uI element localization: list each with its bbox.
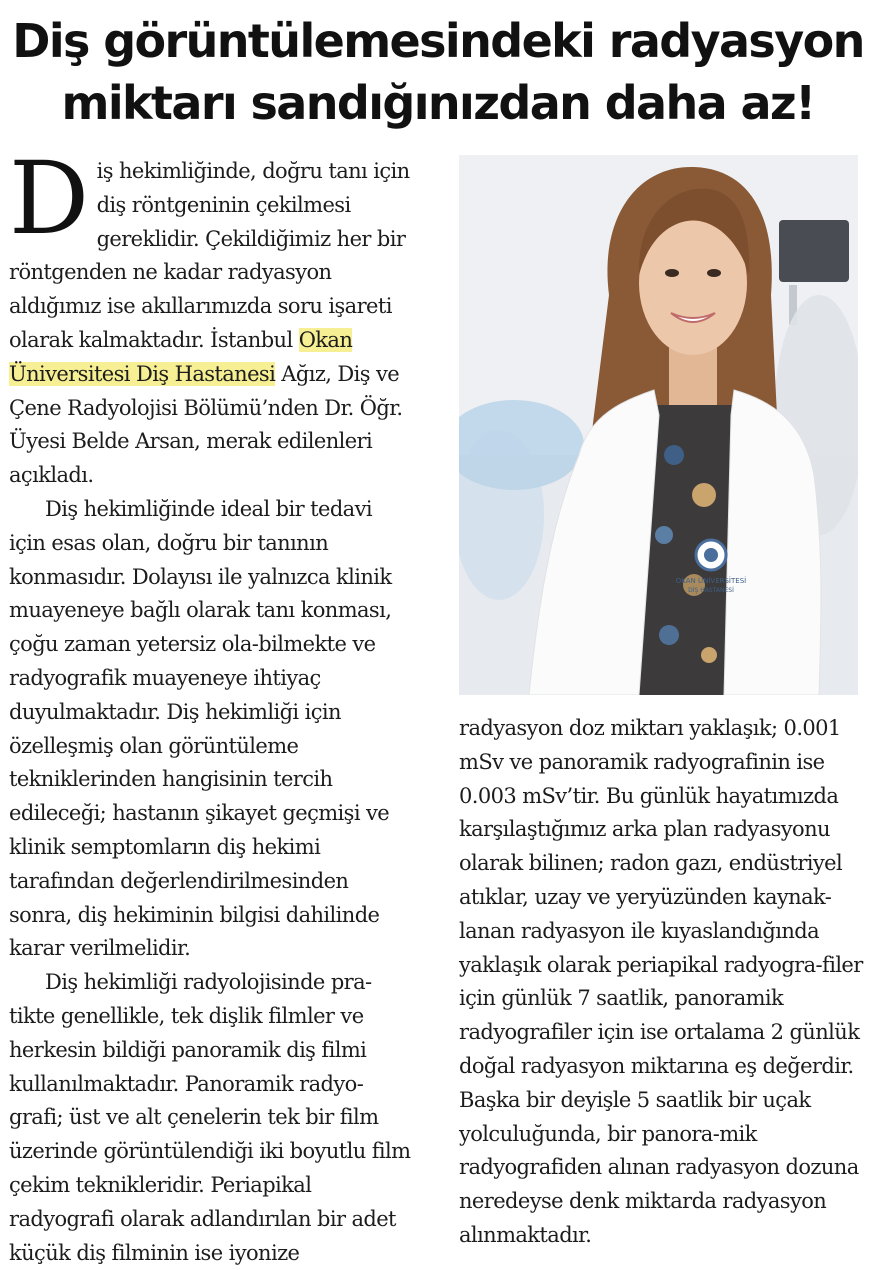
paragraph-1-end: Ağız, Diş ve Çene Radyolojisi Bölümü’nden Dr. Öğr. Üyesi Belde Arsan, merak edilenleri açıkladı. <box>9 361 403 488</box>
monitor-shape <box>779 220 849 282</box>
headline <box>0 10 876 134</box>
coat-logo-text-1: OKAN ÜNİVERSİTESİ <box>675 577 747 585</box>
paragraph-4: radyasyon doz miktarı yaklaşık; 0.001 mSv ve panoramik radyografinin ise 0.003 mSv’tir. Bu günlük hayatımızda karşılaştığımız arka plan radyasyonu olarak bilinen; radon gazı, endüstriyel atıklar, uzay ve yeryüzünden kaynak-lanan radyasyon ile kıyaslandığında yaklaşık olarak periapikal radyogra-filer için günlük 7 saatlik, panoramik radyografiler için ise ortalama 2 günlük doğal radyasyon miktarına eş değerdir. Başka bir deyişle 5 saatlik bir uçak yolculuğunda, bir panora-mik radyografiden alınan radyasyon dozuna neredeyse denk miktarda radyasyon alınmaktadır. <box>459 716 863 1247</box>
paragraph-2: Diş hekimliğinde ideal bir tedavi için esas olan, doğru bir tanının konmasıdır. Dolayısı ile yalnızca klinik muayeneye bağlı olarak tanı konması, çoğu zaman yetersiz ola-bilmekte ve radyografik muayeneye ihtiyaç duyulmaktadır. Diş hekimliği için özelleşmiş olan görüntüleme tekniklerinden hangisinin tercih edileceği; hastanın şikayet geçmişi ve klinik semptomların diş hekimi tarafından değerlendirilmesinden sonra, diş hekiminin bilgisi dahilinde karar verilmelidir. <box>9 496 392 961</box>
highlighted-institution: Okan Üniversitesi Diş Hastanesi <box>9 327 353 386</box>
paragraph-1 <box>9 140 414 493</box>
headline-line-1: Diş görüntülemesindeki radyasyon <box>12 14 864 68</box>
paragraph-3: Diş hekimliği radyolojisinde pra-tikte genellikle, tek dişlik filmler ve herkesin bildiği panoramik diş filmi kullanılmaktadır. Panoramik radyo-grafi; üst ve alt çenelerin tek bir film üzerinde görüntülendiği iki boyutlu film çekim teknikleridir. Periapikal radyografi olarak adlandırılan bir adet küçük diş filminin ise iyonize <box>9 970 411 1265</box>
doctor-photo <box>459 155 858 695</box>
article-left-column <box>9 140 414 1270</box>
article-right-column <box>459 712 874 1253</box>
doctor-photo-illustration <box>459 155 858 695</box>
coat-logo-text-2: DİŞ HASTANESİ <box>688 587 734 594</box>
paragraph-1-start: iş hekimliğinde, doğru tanı için diş röntgeninin çekilmesi gereklidir. Çekildiğimiz her bir röntgenden ne kadar radyasyon aldığımız ise akıllarımızda soru işareti olarak kalmaktadır. İstanbul <box>9 159 410 352</box>
drop-cap: D <box>9 140 89 257</box>
headline-line-2: miktarı sandığınızdan daha az! <box>61 76 815 130</box>
